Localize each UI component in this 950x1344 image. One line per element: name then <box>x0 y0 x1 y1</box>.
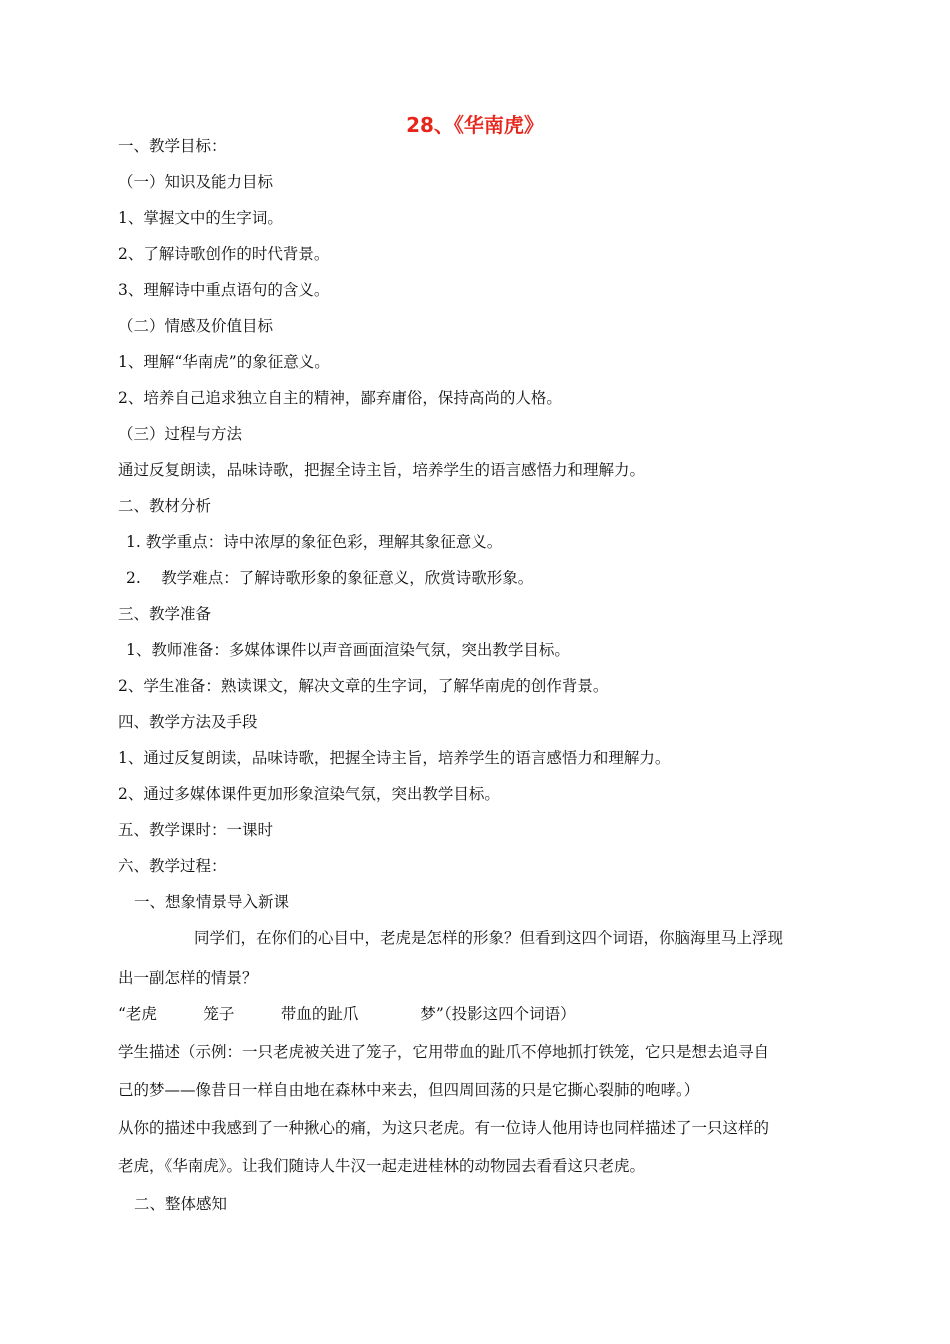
paragraph: 己的梦——像昔日一样自由地在森林中来去，但四周回荡的只是它撕心裂肺的咆哮。） <box>118 1081 700 1099</box>
heading-class-hours: 五、教学课时：一课时 <box>118 821 274 839</box>
paragraph: 出一副怎样的情景？ <box>118 969 258 987</box>
paragraph: 老虎，《华南虎》。让我们随诗人牛汉一起走进桂林的动物园去看看这只老虎。 <box>118 1157 646 1175</box>
heading-teaching-process: 六、教学过程： <box>118 857 227 875</box>
list-item: 2、通过多媒体课件更加形象渲染气氛，突出教学目标。 <box>118 785 500 803</box>
paragraph: 从你的描述中我感到了一种揪心的痛，为这只老虎。有一位诗人他用诗也同样描述了一只这样的 <box>118 1119 770 1137</box>
list-item: 1、通过反复朗读，品味诗歌，把握全诗主旨，培养学生的语言感悟力和理解力。 <box>118 749 671 767</box>
heading-material-analysis: 二、教材分析 <box>118 497 212 515</box>
list-item: 1、理解“华南虎”的象征意义。 <box>118 353 330 371</box>
heading-teaching-prep: 三、教学准备 <box>118 605 212 623</box>
subheading-process-method: （三）过程与方法 <box>118 425 243 443</box>
subheading-emotion-goals: （二）情感及价值目标 <box>118 317 274 335</box>
list-item: 2、了解诗歌创作的时代背景。 <box>118 245 330 263</box>
heading-teaching-goals: 一、教学目标： <box>118 137 227 155</box>
list-item: 1、教师准备：多媒体课件以声音画面渲染气氛，突出教学目标。 <box>126 641 570 659</box>
heading-teaching-methods: 四、教学方法及手段 <box>118 713 258 731</box>
paragraph: 同学们，在你们的心目中，老虎是怎样的形象？但看到这四个词语，你脑海里马上浮现 <box>194 929 784 947</box>
paragraph: 通过反复朗读，品味诗歌，把握全诗主旨，培养学生的语言感悟力和理解力。 <box>118 461 646 479</box>
document-title: 28、《华南虎》 <box>406 113 544 137</box>
subheading-overall: 二、整体感知 <box>134 1195 228 1213</box>
list-item: 2. 教学难点：了解诗歌形象的象征意义，欣赏诗歌形象。 <box>126 569 534 587</box>
paragraph: “老虎 笼子 带血的趾爪 梦”（投影这四个词语） <box>118 1005 576 1023</box>
list-item: 1、掌握文中的生字词。 <box>118 209 283 227</box>
list-item: 2、培养自己追求独立自主的精神，鄙弃庸俗，保持高尚的人格。 <box>118 389 562 407</box>
subheading-intro: 一、想象情景导入新课 <box>134 893 290 911</box>
list-item: 1. 教学重点：诗中浓厚的象征色彩，理解其象征意义。 <box>126 533 503 551</box>
list-item: 3、理解诗中重点语句的含义。 <box>118 281 330 299</box>
list-item: 2、学生准备：熟读课文，解决文章的生字词，了解华南虎的创作背景。 <box>118 677 609 695</box>
paragraph: 学生描述（示例：一只老虎被关进了笼子，它用带血的趾爪不停地抓打铁笼，它只是想去追寻自 <box>118 1043 770 1061</box>
subheading-knowledge-goals: （一）知识及能力目标 <box>118 173 274 191</box>
